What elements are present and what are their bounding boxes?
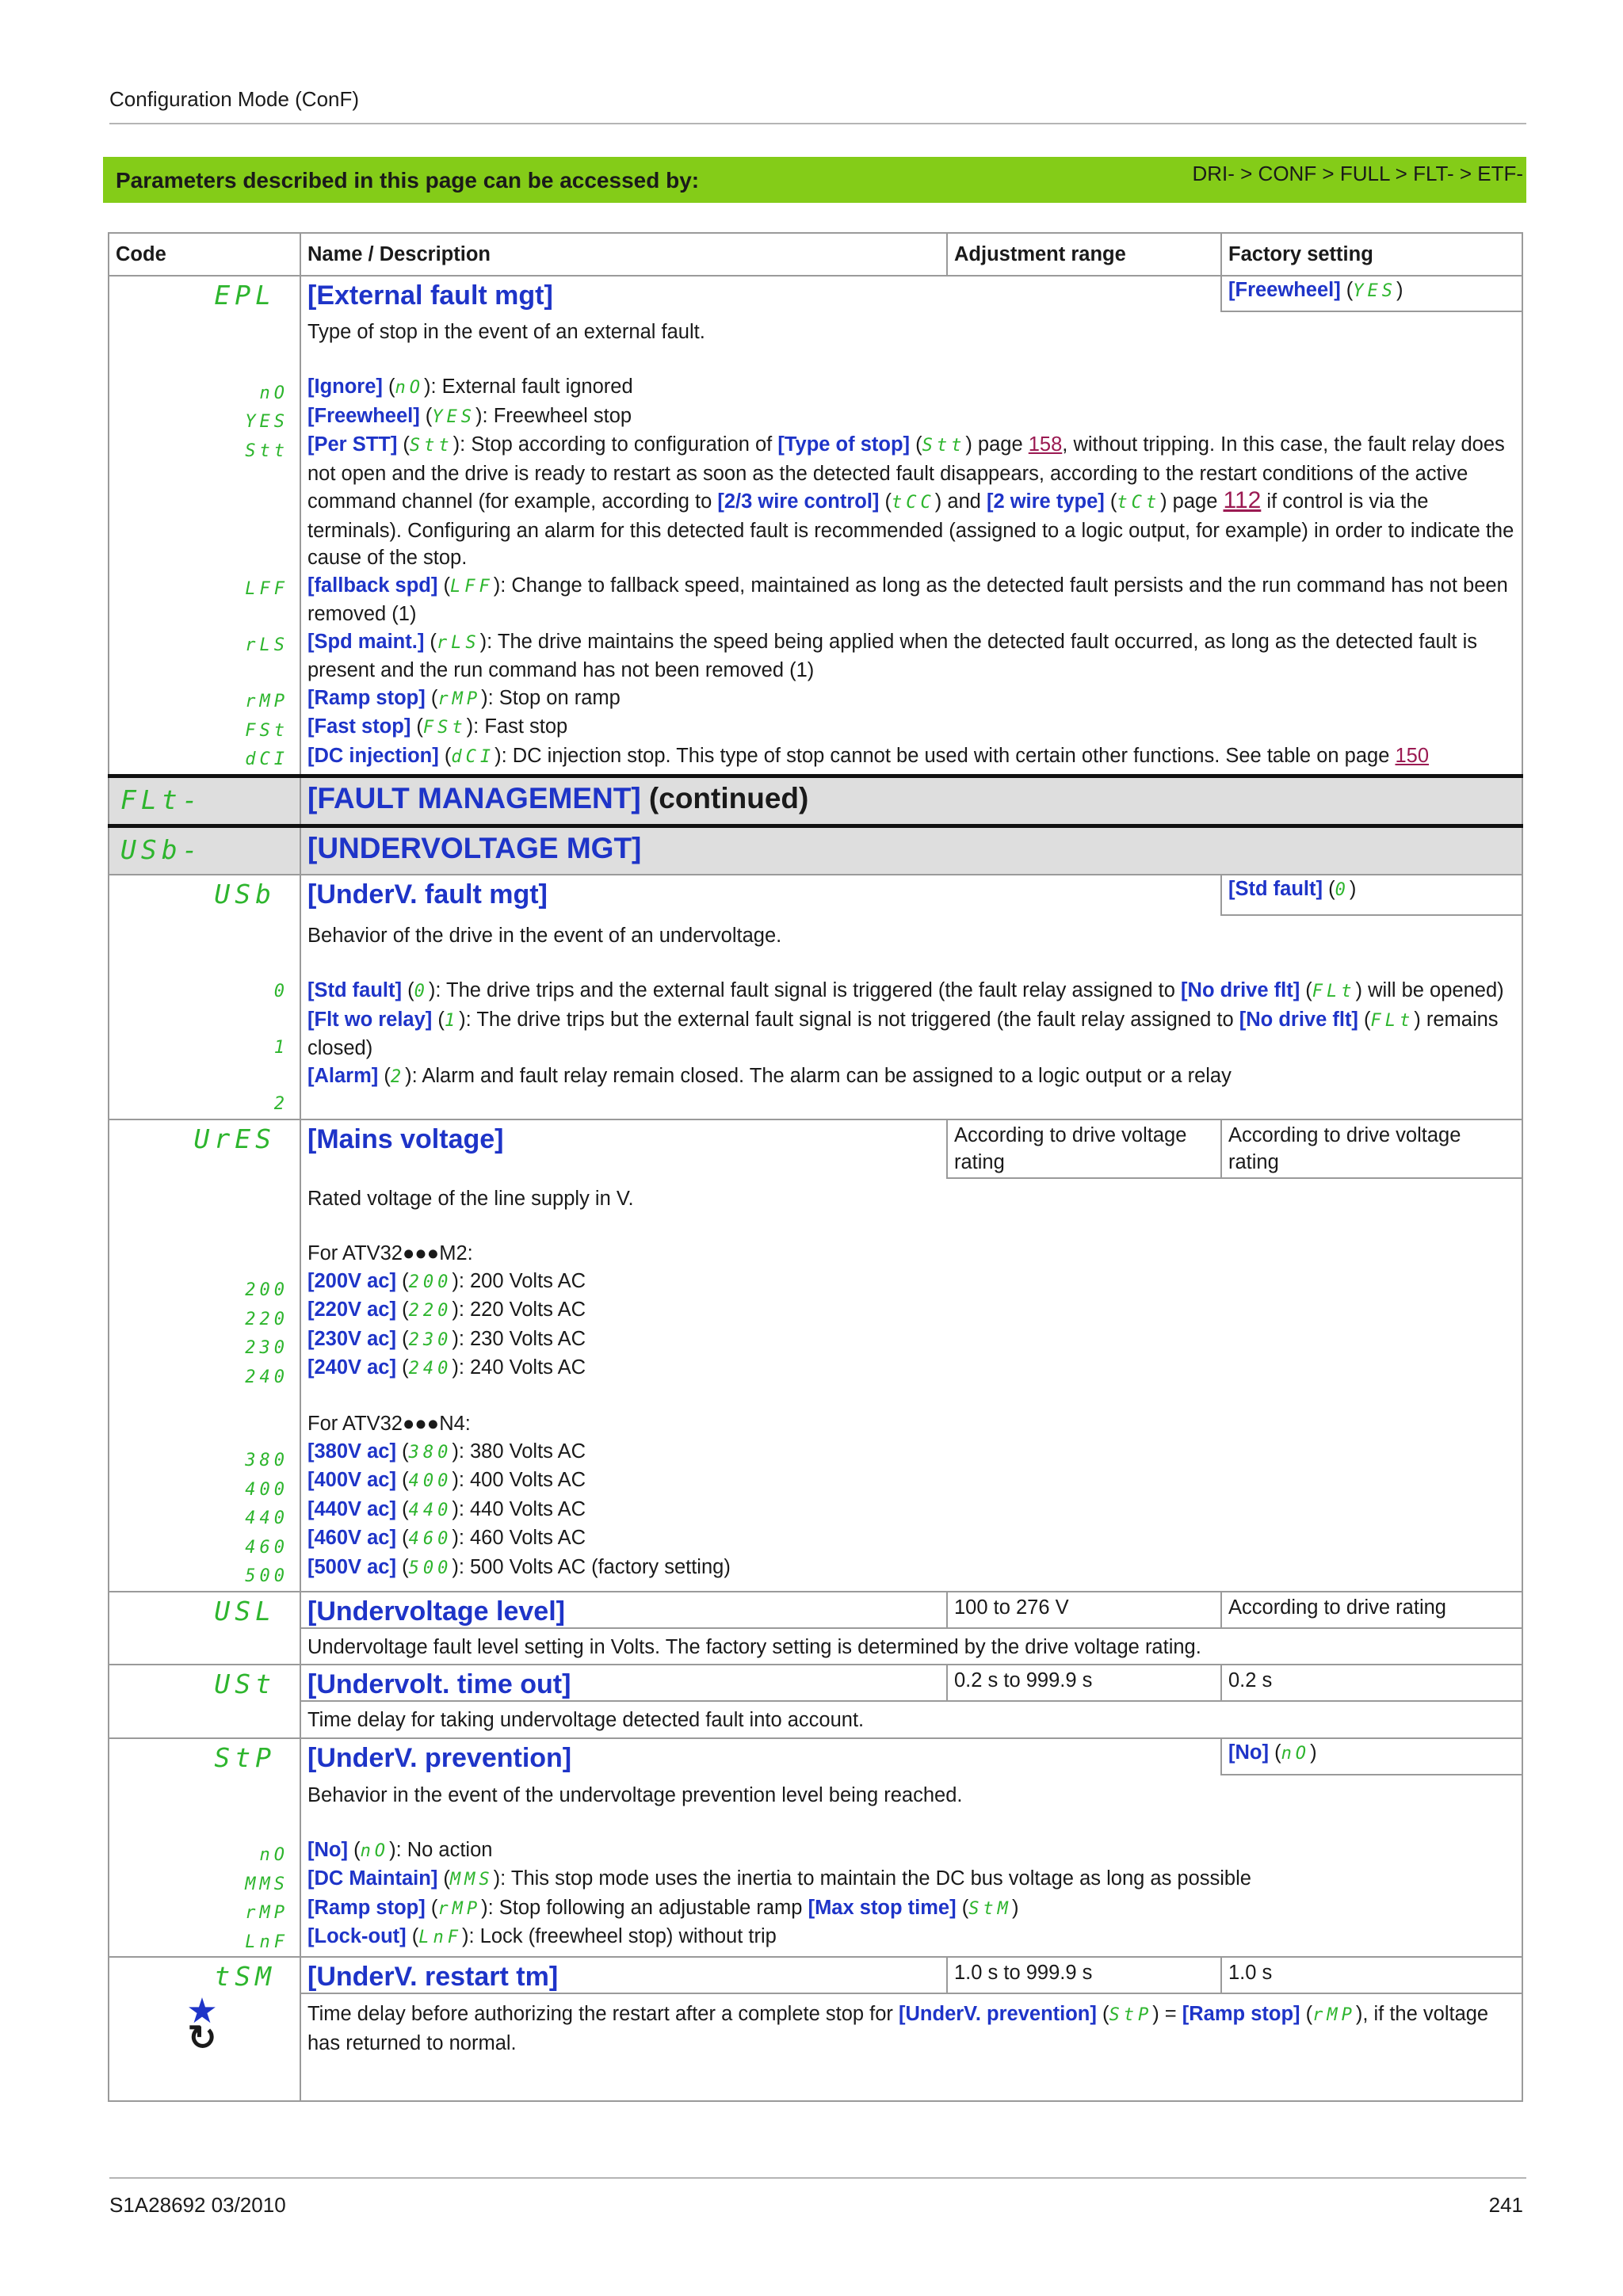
- param-row-stp: [109, 1738, 1522, 1775]
- param-desc-cell: [300, 1775, 1522, 1957]
- param-desc-cell: [300, 1701, 1522, 1738]
- param-row-tsm: [109, 1957, 1522, 1993]
- param-desc-row-tsm: [109, 1993, 1522, 2101]
- param-name-cell: [300, 1957, 947, 1993]
- param-name: [UnderV. fault mgt]: [307, 879, 548, 910]
- param-row-ures: [109, 1119, 1522, 1179]
- footer-doc-ref: S1A28692 03/2010: [109, 2193, 286, 2217]
- page-link[interactable]: 158: [1028, 433, 1063, 456]
- option-line: [Alarm] (2): Alarm and fault relay remain closed. The alarm can be assigned to a logic output or a relay: [307, 1064, 1232, 1087]
- param-row-ust: [109, 1665, 1522, 1701]
- param-desc-row-ures: [109, 1178, 1522, 1592]
- adjustment-range: 1.0 s to 999.9 s: [954, 1962, 1093, 1984]
- option-code: 460: [245, 1537, 288, 1558]
- footer-rule: [109, 2177, 1526, 2179]
- code-cell: [109, 276, 300, 776]
- option-code: 2: [273, 1094, 288, 1114]
- factory-code: nO: [1281, 1743, 1311, 1764]
- factory-name: [No]: [1228, 1741, 1269, 1764]
- factory-cell: [1221, 1119, 1522, 1179]
- option-line: [Per STT] (Stt): Stop according to configuration of [Type of stop] (Stt) page 158, without tripping. In this case, the fault relay does not open and the drive is ready to restart as soon as the detected fault disappears, according to the restart conditions of the active command channel (for example, according to [2/3 wire control] (tCC) and [2 wire type] (tCt) page 112 if control is via the terminals). Configuring an alarm for this detected fault is recommended (assigned to a logic output, for example) in order to indicate the cause of the stop.: [307, 433, 1514, 570]
- param-desc-row-ust: [109, 1701, 1522, 1738]
- option-line: [400V ac] (400): 400 Volts AC: [307, 1469, 586, 1491]
- option-code: 1: [273, 1038, 288, 1058]
- param-code: USt: [214, 1669, 276, 1699]
- table-header-row: [109, 233, 1522, 276]
- param-name-cell: [300, 1592, 947, 1628]
- param-code: USL: [214, 1595, 276, 1627]
- option-line: [Lock-out] (LnF): Lock (freewheel stop) without trip: [307, 1925, 777, 1948]
- section-title: [UNDERVOLTAGE MGT]: [307, 832, 642, 865]
- param-desc-row-stp: [109, 1775, 1522, 1957]
- footer-page-number: 241: [1488, 2193, 1523, 2217]
- option-line: [No] (nO): No action: [307, 1838, 493, 1861]
- option-code: 220: [245, 1309, 288, 1329]
- col-header-range: Adjustment range: [947, 233, 1221, 276]
- option-line: [Std fault] (0): The drive trips and the external fault signal is triggered (the fault relay assigned to [No drive flt] (FLt) will be opened): [307, 979, 1504, 1002]
- factory-name: [Freewheel]: [1228, 279, 1341, 301]
- option-code: FSt: [245, 720, 288, 741]
- param-name-cell: [300, 1665, 947, 1701]
- param-name-cell: [300, 1119, 947, 1179]
- adjustment-range: According to drive voltage rating: [954, 1123, 1187, 1173]
- factory-cell: [1221, 1592, 1522, 1628]
- param-code: StP: [214, 1741, 276, 1773]
- option-line: [Flt wo relay] (1): The drive trips but the external fault signal is not triggered (the fault relay assigned to [No drive flt] (FLt) remains closed): [307, 1008, 1499, 1060]
- variant-label: For ATV32●●●M2:: [307, 1242, 473, 1264]
- param-name: [Undervolt. time out]: [307, 1669, 571, 1699]
- option-line: [380V ac] (380): 380 Volts AC: [307, 1440, 586, 1463]
- factory-cell: [1221, 1957, 1522, 1993]
- option-line: [fallback spd] (LFF): Change to fallback speed, maintained as long as the detected fault persists and the run command has not been removed (1): [307, 574, 1508, 626]
- option-code: 230: [245, 1338, 288, 1358]
- option-code: 200: [245, 1280, 288, 1300]
- option-code: 0: [273, 982, 288, 1001]
- option-line: [440V ac] (440): 440 Volts AC: [307, 1497, 586, 1520]
- option-line: [460V ac] (460): 460 Volts AC: [307, 1527, 586, 1549]
- option-line: [Ramp stop] (rMP): Stop following an adjustable ramp [Max stop time] (StM): [307, 1896, 1019, 1919]
- option-line: [Fast stop] (FSt): Fast stop: [307, 715, 568, 738]
- factory-setting: According to drive voltage rating: [1228, 1123, 1461, 1173]
- col-header-code: Code: [109, 233, 300, 276]
- param-row-usb: [109, 875, 1522, 916]
- param-code: UrES: [193, 1123, 276, 1154]
- param-description: Behavior in the event of the undervoltage prevention level being reached.: [307, 1783, 963, 1806]
- param-name: [Undervoltage level]: [307, 1596, 565, 1627]
- param-row-epl: [109, 276, 1522, 311]
- option-line: [DC Maintain] (MMS): This stop mode uses the inertia to maintain the DC bus voltage as long as possible: [307, 1867, 1251, 1890]
- section-code-cell: [109, 776, 300, 826]
- option-code: 400: [245, 1479, 288, 1500]
- option-code: rMP: [245, 692, 288, 711]
- access-label: Parameters described in this page can be accessed by:: [116, 168, 700, 193]
- factory-setting: 1.0 s: [1228, 1962, 1273, 1984]
- col-header-factory: Factory setting: [1221, 233, 1522, 276]
- code-cell: [109, 1665, 300, 1738]
- option-code: Stt: [245, 441, 288, 461]
- section-title-cell: [300, 776, 1522, 826]
- section-code-cell: [109, 826, 300, 875]
- factory-code: 0: [1335, 879, 1350, 900]
- param-desc-cell: [300, 311, 1522, 776]
- param-name-cell: [300, 276, 1221, 311]
- range-cell: [947, 1592, 1221, 1628]
- option-line: [220V ac] (220): 220 Volts AC: [307, 1299, 586, 1321]
- param-name: [UnderV. restart tm]: [307, 1962, 559, 1992]
- factory-name: [Std fault]: [1228, 877, 1323, 900]
- option-line: [230V ac] (230): 230 Volts AC: [307, 1327, 586, 1350]
- factory-cell: [No] (nO): [1221, 1738, 1522, 1775]
- factory-setting: According to drive rating: [1228, 1596, 1446, 1619]
- param-code: tSM: [214, 1961, 276, 1992]
- parameter-table: [108, 232, 1523, 2102]
- section-code: FLt-: [120, 784, 203, 816]
- page-link[interactable]: 112: [1223, 487, 1262, 514]
- section-title-cell: [300, 826, 1522, 875]
- option-code: 500: [245, 1566, 288, 1586]
- option-code: nO: [259, 383, 288, 403]
- option-code: rLS: [245, 635, 288, 655]
- param-desc-cell: [300, 915, 1522, 1119]
- code-cell: [109, 875, 300, 1119]
- code-cell: [109, 1592, 300, 1665]
- param-name: [External fault mgt]: [307, 280, 553, 311]
- param-description: Rated voltage of the line supply in V.: [307, 1188, 634, 1210]
- code-cell: [109, 1119, 300, 1592]
- factory-code: YES: [1353, 281, 1397, 301]
- factory-cell: [Freewheel] (YES): [1221, 276, 1522, 311]
- option-code: MMS: [245, 1874, 288, 1894]
- section-row-flt: [109, 776, 1522, 826]
- factory-cell: [1221, 1665, 1522, 1701]
- option-code: 440: [245, 1508, 288, 1528]
- option-line: [Spd maint.] (rLS): The drive maintains the speed being applied when the detected fault occurred, as long as the detected fault is present and the run command has not been removed (1): [307, 630, 1477, 682]
- param-code: USb: [214, 878, 276, 910]
- param-desc-cell: [300, 1178, 1522, 1592]
- section-row-usb: [109, 826, 1522, 875]
- param-desc-cell: [300, 1993, 1522, 2101]
- option-code: 240: [245, 1367, 288, 1387]
- factory-cell: [Std fault] (0): [1221, 875, 1522, 916]
- param-name-cell: [300, 1738, 1221, 1775]
- param-desc-cell: [300, 1628, 1522, 1665]
- option-line: [DC injection] (dCI): DC injection stop. This type of stop cannot be used with certain other functions. See table on page 150: [307, 744, 1430, 767]
- section-suffix: (continued): [640, 782, 809, 815]
- param-name: [Mains voltage]: [307, 1123, 504, 1154]
- access-path: DRI- > CONF > FULL > FLT- > ETF-: [1192, 162, 1523, 185]
- range-cell: [947, 1665, 1221, 1701]
- factory-setting: 0.2 s: [1228, 1669, 1273, 1691]
- col-header-name: Name / Description: [300, 233, 947, 276]
- star-icon: ★: [186, 1991, 218, 2031]
- option-code: LFF: [245, 579, 288, 599]
- param-row-usl: [109, 1592, 1522, 1628]
- option-line: [240V ac] (240): 240 Volts AC: [307, 1356, 586, 1379]
- section-code: USb-: [120, 834, 203, 866]
- param-name: [UnderV. prevention]: [307, 1742, 572, 1773]
- cycle-icon: ↻: [187, 2019, 217, 2058]
- param-name-cell: [300, 875, 1221, 916]
- range-cell: [947, 1119, 1221, 1179]
- option-code: YES: [245, 412, 288, 432]
- code-cell: [109, 1738, 300, 1958]
- header-rule: [109, 123, 1526, 124]
- param-description: Behavior of the drive in the event of an undervoltage.: [307, 925, 782, 948]
- option-line: [Ignore] (nO): External fault ignored: [307, 376, 633, 399]
- option-code: LnF: [245, 1932, 288, 1952]
- option-line: [500V ac] (500): 500 Volts AC (factory setting): [307, 1555, 731, 1578]
- adjustment-range: 100 to 276 V: [954, 1596, 1069, 1619]
- param-desc-row-epl: [109, 311, 1522, 776]
- param-desc-row-usl: [109, 1628, 1522, 1665]
- access-banner: [103, 157, 1526, 203]
- param-description: Type of stop in the event of an external fault.: [307, 321, 705, 344]
- range-cell: [947, 1957, 1221, 1993]
- option-code: 380: [245, 1451, 288, 1470]
- param-description: Time delay before authorizing the restart after a complete stop for [UnderV. prevention] (StP) = [Ramp stop] (rMP), if the voltage has returned to normal.: [307, 2003, 1489, 2054]
- code-cell: [109, 1957, 300, 2101]
- option-line: [200V ac] (200): 200 Volts AC: [307, 1269, 586, 1292]
- option-line: [Freewheel] (YES): Freewheel stop: [307, 404, 632, 427]
- param-desc-row-usb: [109, 915, 1522, 1119]
- option-code: dCI: [245, 749, 288, 769]
- variant-label: For ATV32●●●N4:: [307, 1413, 471, 1435]
- adjustment-range: 0.2 s to 999.9 s: [954, 1669, 1093, 1691]
- section-title: [FAULT MANAGEMENT]: [307, 782, 641, 815]
- param-description: Time delay for taking undervoltage detected fault into account.: [307, 1709, 865, 1731]
- option-code: nO: [259, 1845, 288, 1865]
- option-line: [Ramp stop] (rMP): Stop on ramp: [307, 686, 621, 709]
- param-description: Undervoltage fault level setting in Volts. The factory setting is determined by the drive voltage rating.: [307, 1635, 1201, 1658]
- option-code: rMP: [245, 1903, 288, 1923]
- page-header-title: Configuration Mode (ConF): [109, 87, 360, 111]
- param-code: EPL: [214, 280, 276, 311]
- page-link[interactable]: 150: [1395, 744, 1430, 767]
